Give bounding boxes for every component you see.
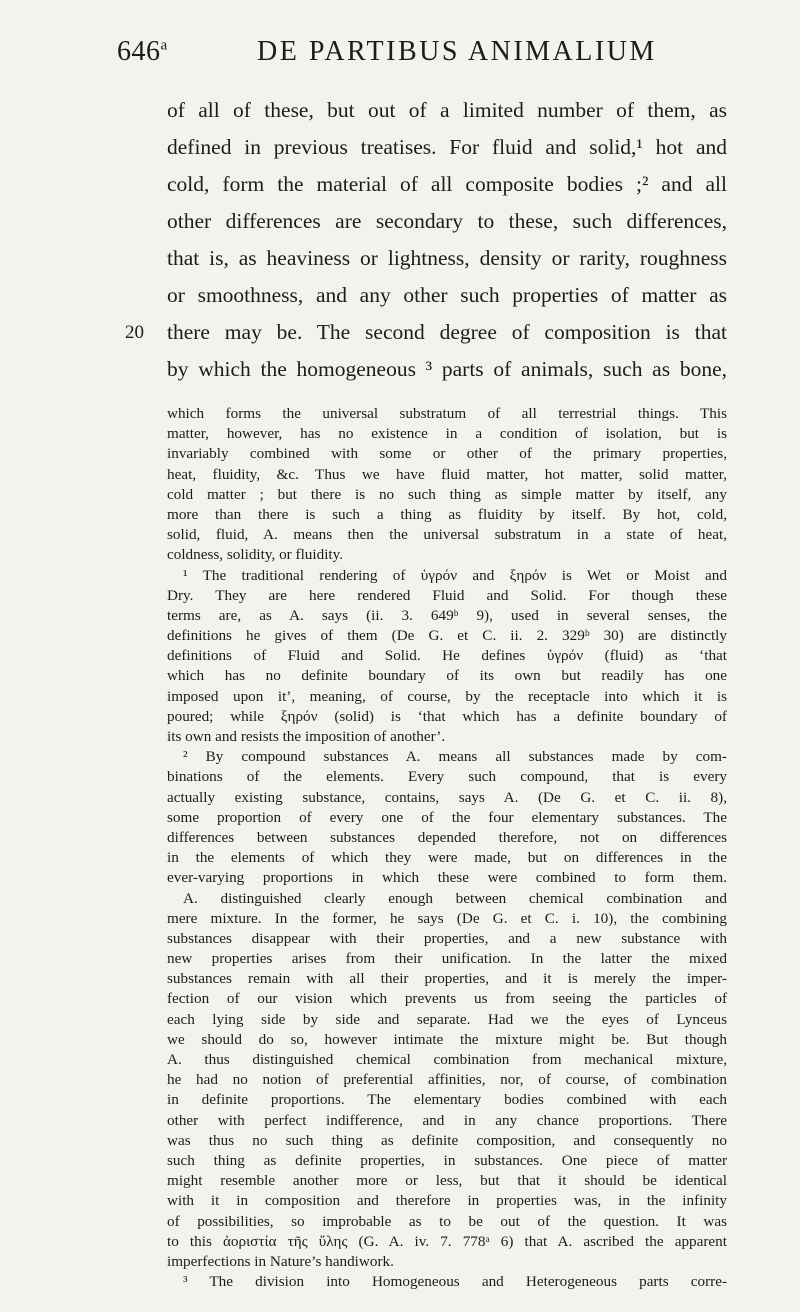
- footnote-line: A. thus distinguished chemical combination from mechanical mixture,: [167, 1051, 727, 1068]
- footnote-line: Dry. They are here rendered Fluid and Solid. For though these: [167, 586, 727, 604]
- main-text-line-20: [125, 314, 727, 351]
- footnote-line: in definite proportions. The elementary bodies combined with each: [167, 1091, 727, 1109]
- footnote-line: new properties arises from their unification. In the latter the mixed: [167, 950, 727, 968]
- footnote-line: which forms the universal substratum of all terrestrial things. This: [167, 405, 727, 422]
- main-text-line: or smoothness, and any other such properties of matter as: [167, 283, 727, 307]
- main-text-line: defined in previous treatises. For fluid and solid,¹ hot and: [167, 135, 727, 159]
- footnote-line: differences between substances depended therefore, not on differences: [167, 828, 727, 846]
- footnotes: [167, 404, 727, 1292]
- footnote-line: to this ἀοριστία τῆς ὕλης (G. A. iv. 7. 778ᵃ 6) that A. ascribed the apparent: [167, 1232, 727, 1250]
- footnote-3-line: ³ The division into Homogeneous and Heterogeneous parts corre-: [183, 1273, 727, 1291]
- footnote-line: other with perfect indifference, and in any chance proportions. There: [167, 1111, 727, 1129]
- footnote-line: heat, fluidity, &c. Thus we have fluid matter, hot matter, solid matter,: [167, 465, 727, 483]
- main-text-line: of all of these, but out of a limited number of them, as: [167, 98, 727, 122]
- footnote-line: which has no definite boundary of its own but readily has one: [167, 667, 727, 685]
- footnote-line: some proportion of every one of the four elementary substances. The: [167, 808, 727, 826]
- footnote-line: imposed upon it’, meaning, of course, by the receptacle into which it is: [167, 687, 727, 705]
- footnote-line: ever-varying proportions in which these were combined to form them.: [167, 869, 727, 887]
- footnote-1-line: ¹ The traditional rendering of ὑγρόν and ξηρόν is Wet or Moist and: [183, 566, 727, 584]
- footnote-line: fection of our vision which prevents us from seeing the particles of: [167, 990, 727, 1008]
- footnote-line: mere mixture. In the former, he says (De G. et C. i. 10), the combining: [167, 909, 727, 927]
- footnote-line: was thus no such thing as definite composition, and consequently no: [167, 1131, 727, 1149]
- footnote-line: invariably combined with some or other of the primary properties,: [167, 445, 727, 463]
- footnote-line: A. distinguished clearly enough between chemical combination and: [183, 889, 727, 907]
- footnote-line: definitions of Fluid and Solid. He defines ὑγρόν (fluid) as ‘that: [167, 647, 727, 665]
- page-number: 646$^a$: [117, 36, 168, 67]
- footnote-line: cold matter ; but there is no such thing as simple matter by itself, any: [167, 485, 727, 503]
- footnote-line: definitions he gives of them (De G. et C. ii. 2. 329ᵇ 30) are distinctly: [167, 627, 727, 645]
- footnote-line: substances disappear with their properties, and a new substance with: [167, 929, 727, 947]
- footnote-line: matter, however, has no existence in a condition of isolation, but is: [167, 425, 727, 443]
- footnote-line: of possibilities, so improbable as to be out of the question. It was: [167, 1212, 727, 1230]
- running-title: DE PARTIBUS ANIMALIUM: [257, 36, 657, 67]
- footnote-line: coldness, solidity, or fluidity.: [167, 546, 344, 564]
- footnote-line: substances remain with all their properties, and it is merely the imper-: [167, 970, 727, 988]
- footnote-line: with it in composition and therefore in properties was, in the infinity: [167, 1192, 727, 1210]
- footnote-line: terms are, as A. says (ii. 3. 649ᵇ 9), used in several senses, the: [167, 606, 727, 624]
- footnote-line: we should do so, however intimate the mixture might be. But though: [167, 1030, 727, 1048]
- footnote-line: he had no notion of preferential affinities, nor, of course, of combination: [167, 1071, 727, 1089]
- footnote-line: might resemble another more or less, but that it should be identical: [167, 1172, 727, 1190]
- footnote-line: its own and resists the imposition of another’.: [167, 728, 446, 745]
- main-text: [125, 92, 727, 388]
- footnote-line: such thing as definite properties, in substances. One piece of matter: [167, 1151, 727, 1169]
- main-text-line: by which the homogeneous ³ parts of animals, such as bone,: [167, 357, 727, 381]
- footnote-2-line: ² By compound substances A. means all substances made by com-: [183, 748, 727, 766]
- main-text-line: cold, form the material of all composite bodies ;² and all: [167, 172, 727, 196]
- footnote-line: imperfections in Nature’s handiwork.: [167, 1252, 394, 1270]
- footnote-line: in the elements of which they were made, but on differences in the: [167, 849, 727, 867]
- main-text-line: other differences are secondary to these, such differences,: [167, 209, 727, 233]
- footnote-line: more than there is such a thing as fluidity by itself. By hot, cold,: [167, 505, 727, 523]
- footnote-line: each lying side by side and separate. Had we the eyes of Lynceus: [167, 1010, 727, 1028]
- page-column-letter: a: [160, 37, 168, 54]
- footnote-line: solid, fluid, A. means then the universal substratum in a state of heat,: [167, 526, 727, 544]
- page-header: [117, 36, 717, 76]
- line-number: 20: [125, 322, 144, 343]
- footnote-line: actually existing substance, contains, says A. (De G. et C. ii. 8),: [167, 788, 727, 806]
- main-text-line: there may be. The second degree of composition is that: [167, 320, 727, 344]
- footnote-line: binations of the elements. Every such compound, that is every: [167, 768, 727, 786]
- main-text-line: that is, as heaviness or lightness, density or rarity, roughness: [167, 246, 727, 270]
- footnote-line: poured; while ξηρόν (solid) is ‘that which has a definite boundary of: [167, 707, 727, 725]
